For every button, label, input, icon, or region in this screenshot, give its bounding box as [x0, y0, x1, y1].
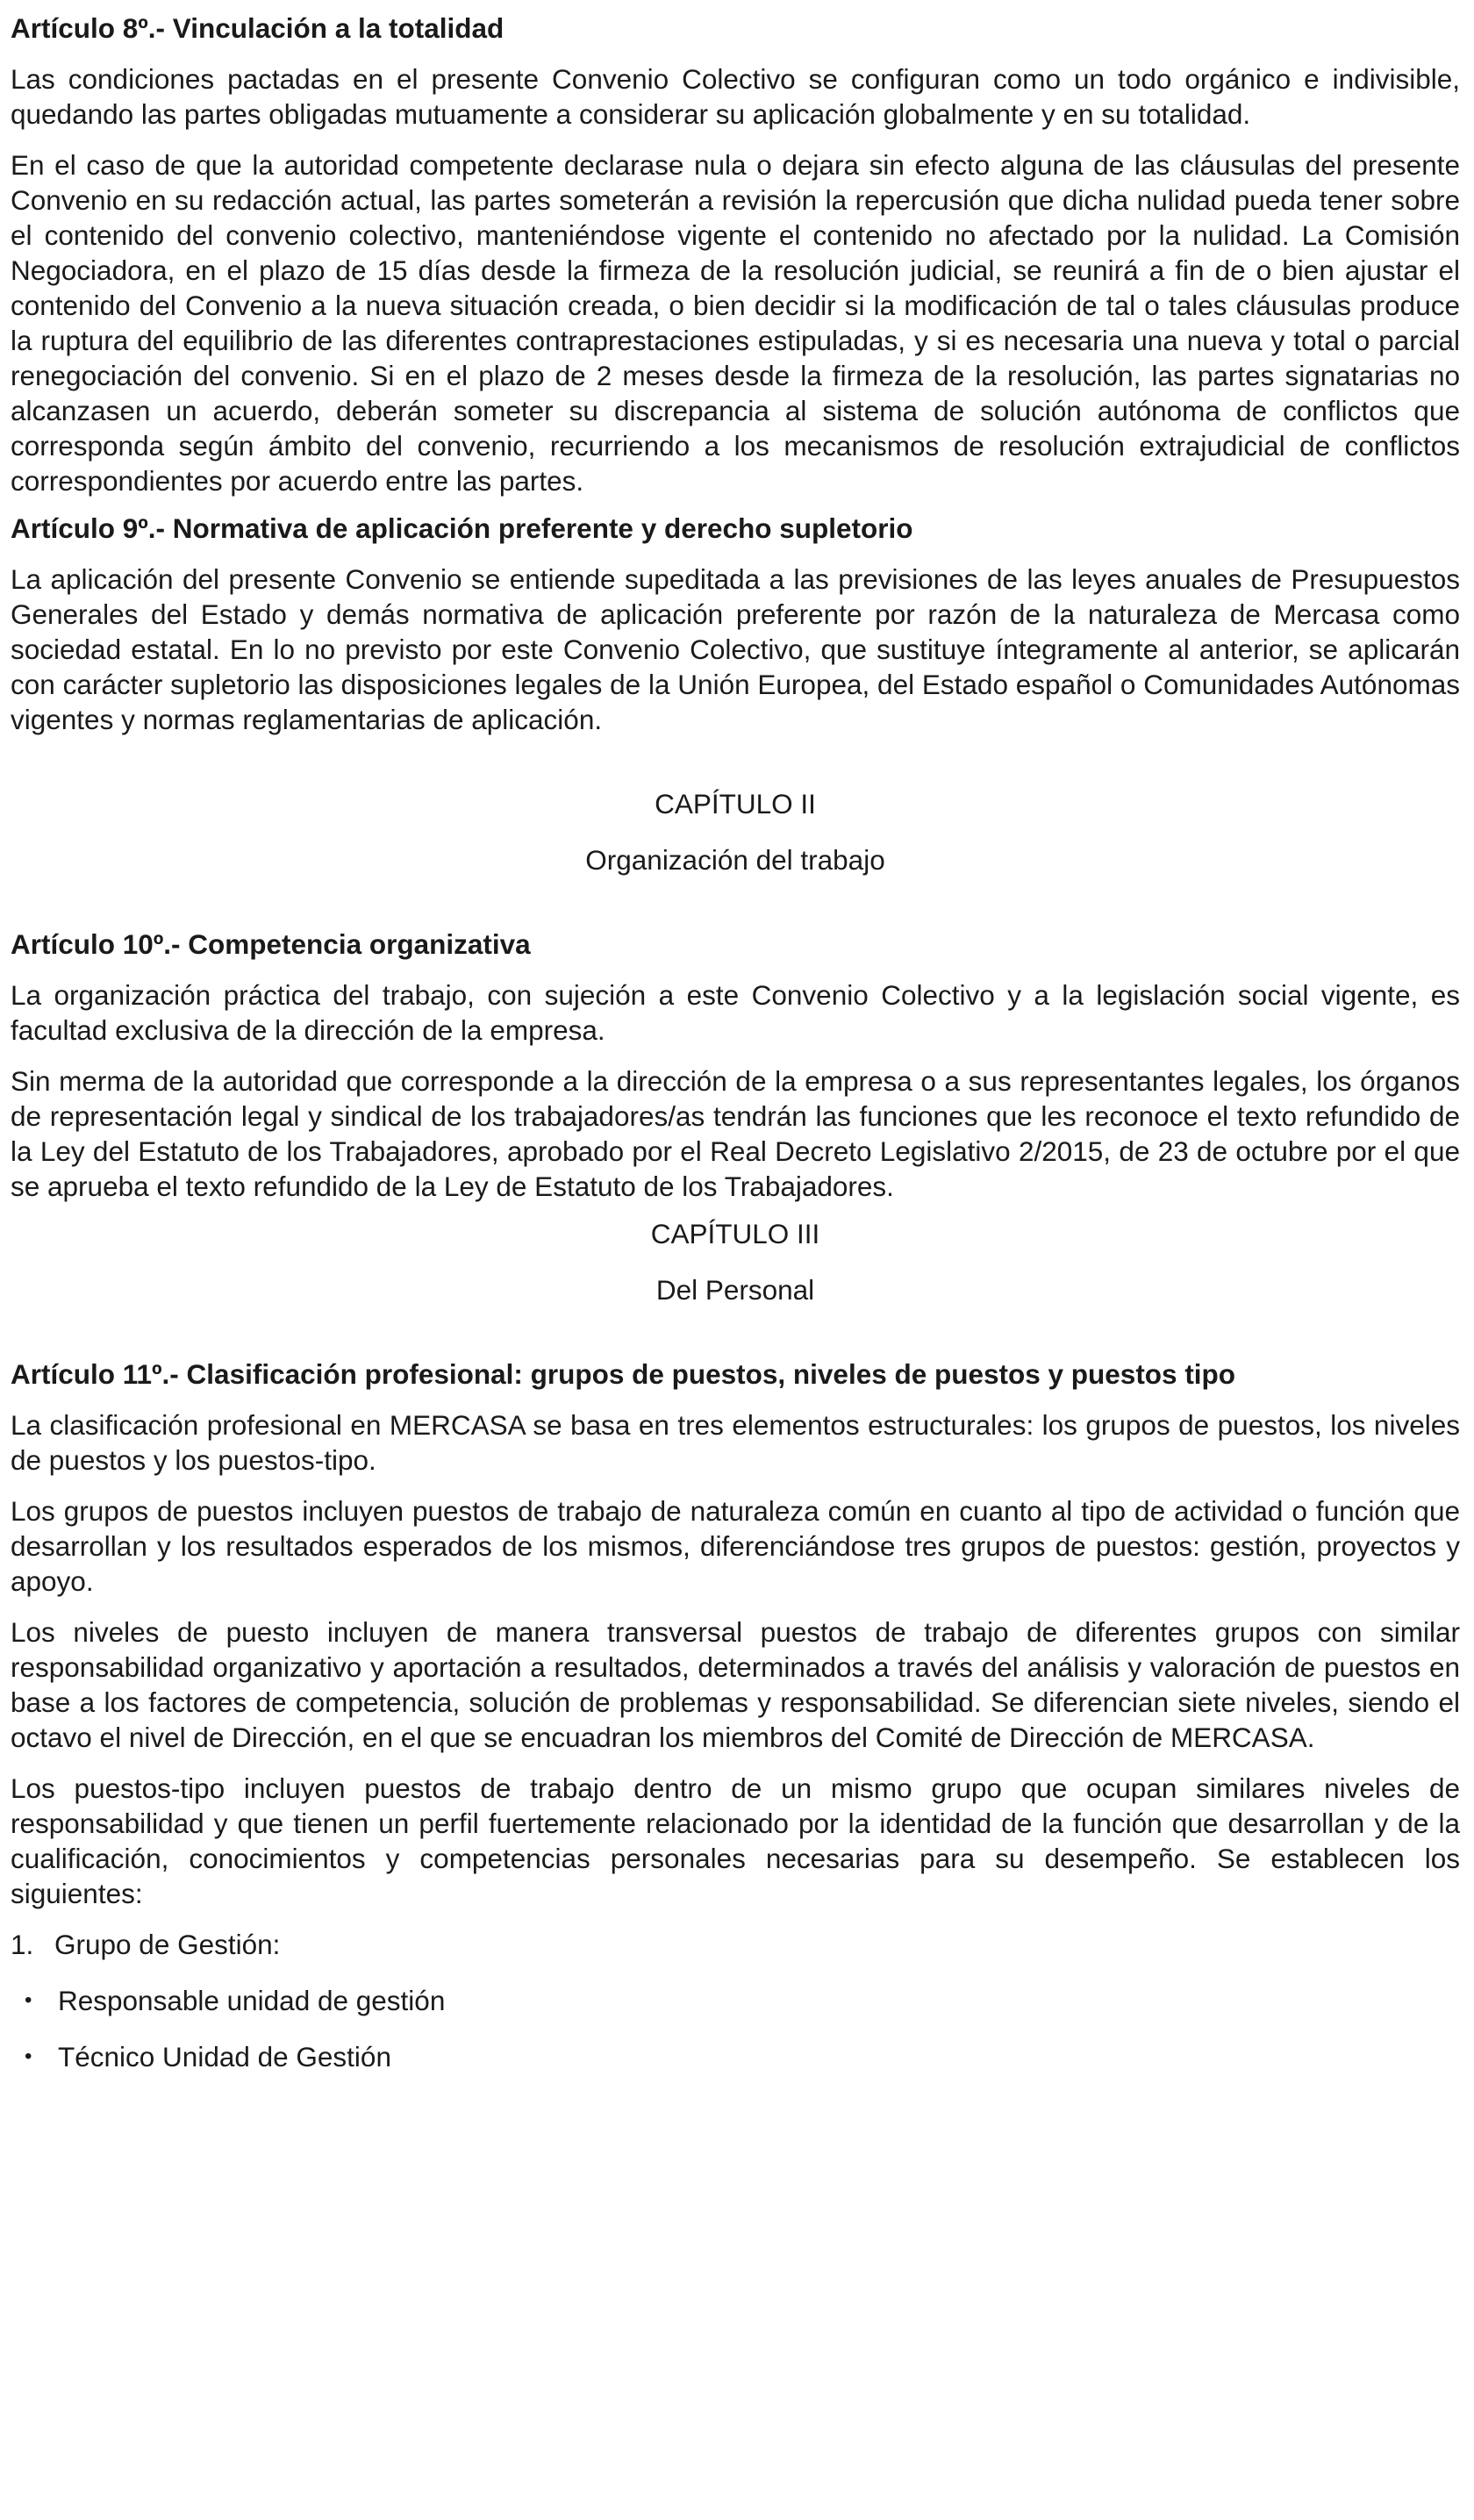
document-page [11, 11, 1460, 2074]
bullet-item [11, 2039, 1460, 2074]
bullet-item-label: Responsable unidad de gestión [58, 1985, 446, 2016]
article-11-paragraph-4: Los puestos-tipo incluyen puestos de trabajo dentro de un mismo grupo que ocupan similares niveles de responsabilidad y que tienen un perfil fuertemente relacionado por la identidad de la función que desarrollan y de la cualificación, conocimientos y competencias personales necesarias para su desempeño. Se establecen los siguientes: [11, 1772, 1460, 1909]
article-8-paragraph-1: Las condiciones pactadas en el presente Convenio Colectivo se configuran como un todo orgánico e indivisible, quedando las partes obligadas mutuamente a considerar su aplicación globalmente y en su totalidad. [11, 63, 1460, 130]
article-11-paragraph-1: La clasificación profesional en MERCASA se basa en tres elementos estructurales: los grupos de puestos, los niveles de puestos y los puestos-tipo. [11, 1409, 1460, 1476]
article-11-title: Artículo 11º.- Clasificación profesional: grupos de puestos, niveles de puestos y puestos tipo [11, 1358, 1236, 1390]
article-9-paragraph-1: La aplicación del presente Convenio se entiende supeditada a las previsiones de las leyes anuales de Presupuestos Generales del Estado y demás normativa de aplicación preferente por razón de la naturaleza de Mercasa como sociedad estatal. En lo no previsto por este Convenio Colectivo, que sustituye íntegramente al anterior, se aplicarán con carácter supletorio las disposiciones legales de la Unión Europea, del Estado español o Comunidades Autónomas vigentes y normas reglamentarias de aplicación. [11, 563, 1460, 735]
article-10-paragraph-2: Sin merma de la autoridad que corresponde a la dirección de la empresa o a sus representantes legales, los órganos de representación legal y sindical de los trabajadores/as tendrán las funciones que les reconoce el texto refundido de la Ley del Estatuto de los Trabajadores, aprobado por el Real Decreto Legislativo 2/2015, de 23 de octubre por el que se aprueba el texto refundido de la Ley de Estatuto de los Trabajadores. [11, 1065, 1460, 1202]
chapter-2-subheading: Organización del trabajo [585, 844, 885, 876]
bullet-icon: • [25, 2044, 32, 2068]
article-10-paragraph-1: La organización práctica del trabajo, con sujeción a este Convenio Colectivo y a la legislación social vigente, es facultad exclusiva de la dirección de la empresa. [11, 979, 1460, 1046]
chapter-2-heading: CAPÍTULO II [655, 788, 816, 820]
article-8-paragraph-2: En el caso de que la autoridad competente declarase nula o dejara sin efecto alguna de las cláusulas del presente Convenio en su redacción actual, las partes someterán a revisión la repercusión que dicha nulidad pueda tener sobre el contenido del convenio colectivo, manteniéndose vigente el contenido no afectado por la nulidad. La Comisión Negociadora, en el plazo de 15 días desde la firmeza de la resolución judicial, se reunirá a fin de o bien ajustar el contenido del Convenio a la nueva situación creada, o bien decidir si la modificación de tal o tales cláusulas produce la ruptura del equilibrio de las diferentes contraprestaciones estipuladas, y si es necesaria una nueva y total o parcial renegociación del convenio. Si en el plazo de 2 meses desde la firmeza de la resolución, las partes signatarias no alcanzasen un acuerdo, deberán someter su discrepancia al sistema de solución autónoma de conflictos que corresponda según ámbito del convenio, recurriendo a los mecanismos de resolución extrajudicial de conflictos correspondientes por acuerdo entre las partes. [11, 149, 1460, 497]
article-9-title: Artículo 9º.- Normativa de aplicación preferente y derecho supletorio [11, 512, 913, 544]
chapter-3-subheading: Del Personal [655, 1274, 815, 1306]
bullet-item-label: Técnico Unidad de Gestión [58, 2041, 391, 2073]
article-10-title: Artículo 10º.- Competencia organizativa [11, 928, 531, 960]
chapter-3-heading: CAPÍTULO III [650, 1218, 820, 1249]
article-11-paragraph-3: Los niveles de puesto incluyen de manera transversal puestos de trabajo de diferentes grupos con similar responsabilidad organizativo y aportación a resultados, determinados a través del análisis y valoración de puestos en base a los factores de competencia, solución de problemas y responsabilidad. Se diferencian siete niveles, siendo el octavo el nivel de Dirección, en el que se encuadran los miembros del Comité de Dirección de MERCASA. [11, 1616, 1460, 1753]
bullet-icon: • [25, 1988, 32, 2012]
bullet-item [11, 1983, 1460, 2018]
list-number: 1. [11, 1929, 34, 1960]
article-8-title: Artículo 8º.- Vinculación a la totalidad [11, 12, 504, 44]
numbered-list-item [11, 1927, 1460, 1962]
list-item-label: Grupo de Gestión: [54, 1929, 281, 1960]
article-11-paragraph-2: Los grupos de puestos incluyen puestos de trabajo de naturaleza común en cuanto al tipo de actividad o función que desarrollan y los resultados esperados de los mismos, diferenciándose tres grupos de puestos: gestión, proyectos y apoyo. [11, 1495, 1460, 1597]
